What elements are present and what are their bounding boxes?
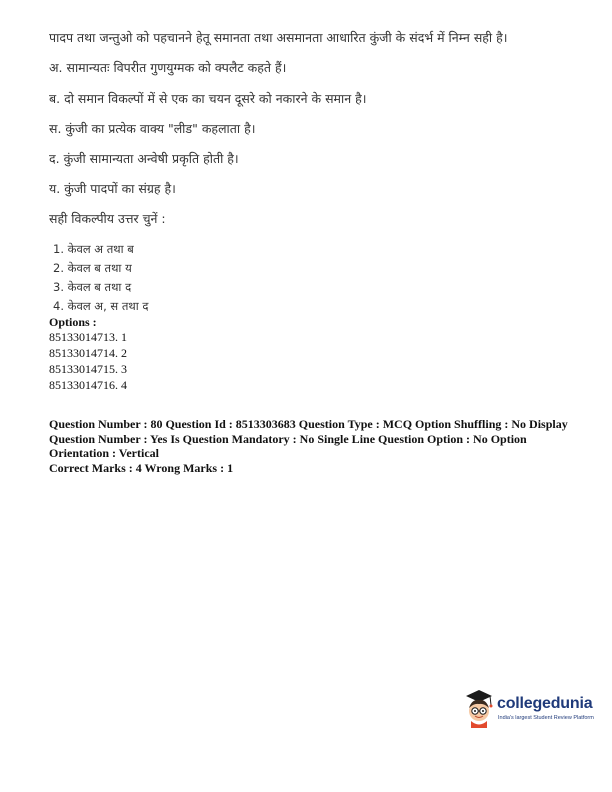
choice-item: 2. केवल ब तथा य (53, 261, 132, 275)
mascot-icon (462, 688, 496, 728)
choice-item: 4. केवल अ, स तथा द (53, 299, 149, 313)
statement-a: अ. सामान्यतः विपरीत गुणयुग्मक को क्पलैट कहते हैं। (49, 60, 287, 75)
option-item: 85133014713. 1 (49, 330, 127, 344)
option-item: 85133014716. 4 (49, 378, 127, 392)
instruction-text: सही विकल्पीय उत्तर चुनें : (49, 211, 166, 226)
meta-line: Orientation : Vertical (49, 446, 159, 460)
choice-item: 1. केवल अ तथा ब (53, 242, 134, 256)
logo-tagline: India's largest Student Review Platform (498, 715, 594, 721)
statement-b: ब. दो समान विकल्पों में से एक का चयन दूसरे को नकारने के समान है। (49, 91, 367, 106)
meta-line: Question Number : 80 Question Id : 8513303683 Question Type : MCQ Option Shuffling : No Display (49, 417, 568, 431)
logo-wordmark: collegedunia (497, 695, 593, 712)
question-meta (49, 417, 589, 475)
marks-line: Correct Marks : 4 Wrong Marks : 1 (49, 460, 234, 475)
question-text: पादप तथा जन्तुओ को पहचानने हेतू समानता तथा असमानता आधारित कुंजी के संदर्भ में निम्न सही है। (49, 30, 508, 45)
statement-d: द. कुंजी सामान्यता अन्वेषी प्रकृति होती है। (49, 151, 239, 166)
statement-c: स. कुंजी का प्रत्येक वाक्य "लीड" कहलाता है। (49, 121, 256, 136)
choice-item: 3. केवल ब तथा द (53, 280, 132, 294)
options-label: Options : (49, 315, 97, 329)
option-item: 85133014714. 2 (49, 346, 127, 360)
collegedunia-logo (462, 686, 602, 734)
options-list (49, 329, 127, 393)
meta-line: Question Number : Yes Is Question Mandatory : No Single Line Question Option : No Option (49, 431, 527, 446)
choice-list (53, 240, 148, 316)
statement-e: य. कुंजी पादपों का संग्रह है। (49, 181, 176, 196)
option-item: 85133014715. 3 (49, 362, 127, 376)
